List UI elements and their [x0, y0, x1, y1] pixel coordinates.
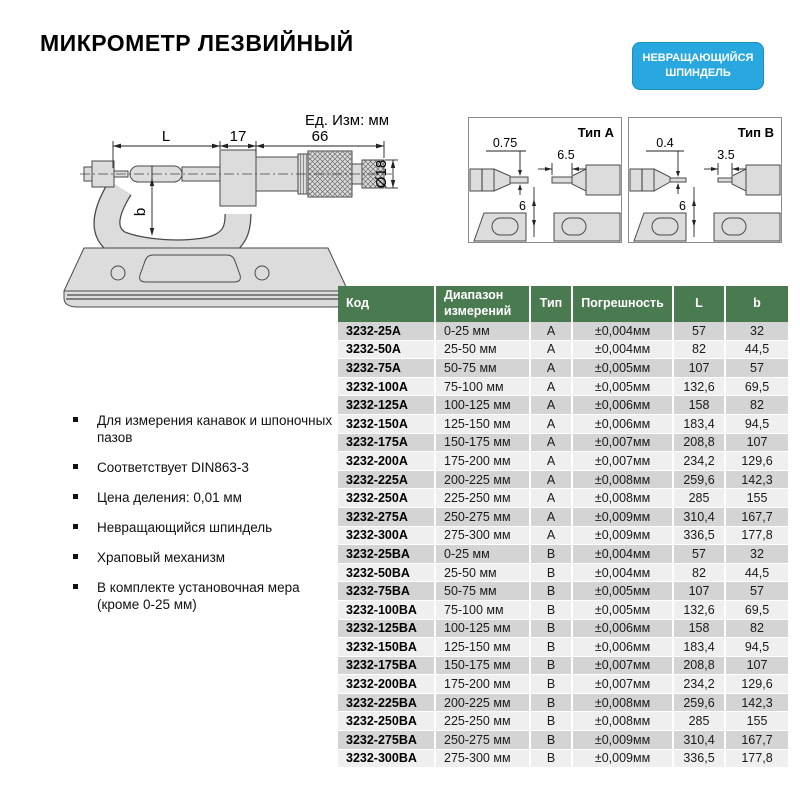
spec-cell: A: [530, 507, 572, 526]
spec-cell: 275-300 мм: [435, 526, 530, 545]
badge-line2: ШПИНДЕЛЬ: [665, 67, 731, 79]
type-b-diagram: [628, 117, 782, 243]
spec-cell: 234,2: [673, 452, 725, 471]
spec-cell: 177,8: [725, 526, 788, 545]
spec-cell: 75-100 мм: [435, 377, 530, 396]
spec-cell: 50-75 мм: [435, 359, 530, 378]
dim-diameter-label: Ø18: [373, 159, 390, 189]
spec-cell: 336,5: [673, 749, 725, 768]
table-row: [338, 582, 788, 601]
table-row: [338, 693, 788, 712]
bullet-square-icon: [73, 554, 78, 559]
spec-cell: 183,4: [673, 414, 725, 433]
table-row: [338, 526, 788, 545]
spec-cell: ±0,007мм: [572, 433, 673, 452]
spec-cell: 285: [673, 489, 725, 508]
spec-cell: 285: [673, 712, 725, 731]
spec-cell: 250-275 мм: [435, 507, 530, 526]
spec-cell: ±0,004мм: [572, 545, 673, 564]
spec-cell: 125-150 мм: [435, 414, 530, 433]
spec-cell: 225-250 мм: [435, 489, 530, 508]
spec-cell: 125-150 мм: [435, 638, 530, 657]
code-cell: 3232-200BA: [338, 675, 435, 694]
code-cell: 3232-50A: [338, 340, 435, 359]
spec-cell: 50-75 мм: [435, 582, 530, 601]
spec-cell: A: [530, 433, 572, 452]
table-row: [338, 675, 788, 694]
spec-cell: ±0,006мм: [572, 414, 673, 433]
spec-cell: 25-50 мм: [435, 340, 530, 359]
feature-text: Храповый механизм: [97, 550, 226, 565]
spec-cell: 175-200 мм: [435, 675, 530, 694]
dim-17-label: 17: [229, 128, 247, 145]
spec-cell: B: [530, 749, 572, 768]
list-item: [72, 489, 340, 506]
bullet-square-icon: [73, 584, 78, 589]
table-row: [338, 322, 788, 340]
list-item: [72, 412, 340, 446]
spec-cell: 82: [673, 563, 725, 582]
spec-cell: B: [530, 582, 572, 601]
spec-cell: A: [530, 340, 572, 359]
spec-cell: 107: [725, 433, 788, 452]
spec-cell: 310,4: [673, 507, 725, 526]
spec-cell: 0-25 мм: [435, 322, 530, 340]
spindle-feature-badge: [632, 42, 764, 90]
code-cell: 3232-250A: [338, 489, 435, 508]
spec-cell: 177,8: [725, 749, 788, 768]
code-cell: 3232-75A: [338, 359, 435, 378]
spec-cell: ±0,008мм: [572, 489, 673, 508]
spec-cell: ±0,007мм: [572, 656, 673, 675]
spec-cell: 32: [725, 322, 788, 340]
type-b-thickness-label: 0.4: [656, 136, 674, 150]
col-header-type: Тип: [530, 286, 572, 322]
spec-cell: 44,5: [725, 563, 788, 582]
spec-cell: A: [530, 359, 572, 378]
spec-cell: A: [530, 414, 572, 433]
table-header-row: [338, 286, 788, 322]
code-cell: 3232-125A: [338, 396, 435, 415]
table-row: [338, 563, 788, 582]
table-row: [338, 749, 788, 768]
spec-cell: 275-300 мм: [435, 749, 530, 768]
spec-cell: 310,4: [673, 731, 725, 750]
table-row: [338, 359, 788, 378]
spec-cell: ±0,006мм: [572, 638, 673, 657]
spec-cell: 225-250 мм: [435, 712, 530, 731]
spec-cell: 158: [673, 396, 725, 415]
spec-cell: 57: [725, 359, 788, 378]
spec-cell: A: [530, 470, 572, 489]
spec-table: [338, 286, 788, 768]
spec-cell: 150-175 мм: [435, 433, 530, 452]
list-item: [72, 549, 340, 566]
table-row: [338, 396, 788, 415]
spec-cell: 0-25 мм: [435, 545, 530, 564]
list-item: [72, 459, 340, 476]
spec-cell: B: [530, 731, 572, 750]
spec-cell: ±0,005мм: [572, 377, 673, 396]
spec-cell: 150-175 мм: [435, 656, 530, 675]
spec-cell: B: [530, 675, 572, 694]
spec-cell: 132,6: [673, 600, 725, 619]
code-cell: 3232-300BA: [338, 749, 435, 768]
bullet-square-icon: [73, 464, 78, 469]
table-row: [338, 489, 788, 508]
spec-cell: 129,6: [725, 675, 788, 694]
spec-cell: ±0,005мм: [572, 582, 673, 601]
table-row: [338, 600, 788, 619]
spec-cell: 234,2: [673, 675, 725, 694]
spec-cell: 142,3: [725, 470, 788, 489]
feature-text: В комплекте установочная мера (кроме 0-25 мм): [97, 580, 300, 612]
spec-cell: ±0,009мм: [572, 731, 673, 750]
code-cell: 3232-250BA: [338, 712, 435, 731]
code-cell: 3232-175A: [338, 433, 435, 452]
table-row: [338, 433, 788, 452]
spec-cell: 200-225 мм: [435, 693, 530, 712]
spec-cell: B: [530, 545, 572, 564]
table-row: [338, 377, 788, 396]
spec-cell: 82: [673, 340, 725, 359]
spec-cell: ±0,007мм: [572, 675, 673, 694]
spec-cell: 175-200 мм: [435, 452, 530, 471]
table-row: [338, 638, 788, 657]
spec-cell: 32: [725, 545, 788, 564]
spec-cell: 82: [725, 396, 788, 415]
table-row: [338, 619, 788, 638]
spec-cell: 107: [673, 359, 725, 378]
code-cell: 3232-25A: [338, 322, 435, 340]
spec-cell: B: [530, 619, 572, 638]
col-header-L: L: [673, 286, 725, 322]
feature-list: [72, 412, 340, 626]
type-b-height-label: 6: [679, 199, 686, 213]
table-row: [338, 712, 788, 731]
spec-cell: 75-100 мм: [435, 600, 530, 619]
spec-cell: ±0,008мм: [572, 693, 673, 712]
feature-text: Невращающийся шпиндель: [97, 520, 273, 535]
spec-cell: B: [530, 638, 572, 657]
spec-cell: 142,3: [725, 693, 788, 712]
spec-cell: 69,5: [725, 377, 788, 396]
spec-cell: A: [530, 396, 572, 415]
table-row: [338, 470, 788, 489]
table-row: [338, 452, 788, 471]
spec-cell: A: [530, 322, 572, 340]
spec-cell: ±0,008мм: [572, 712, 673, 731]
type-b-length-label: 3.5: [717, 148, 735, 162]
bullet-square-icon: [73, 494, 78, 499]
list-item: [72, 519, 340, 536]
spec-cell: 167,7: [725, 507, 788, 526]
spec-cell: 100-125 мм: [435, 619, 530, 638]
spec-cell: 57: [673, 322, 725, 340]
type-a-height-label: 6: [519, 199, 526, 213]
type-a-thickness-label: 0.75: [492, 136, 518, 150]
spec-cell: 200-225 мм: [435, 470, 530, 489]
type-a-length-label: 6.5: [557, 148, 575, 162]
micrometer-base: [64, 248, 348, 307]
spec-cell: ±0,008мм: [572, 470, 673, 489]
spec-cell: ±0,005мм: [572, 359, 673, 378]
code-cell: 3232-275A: [338, 507, 435, 526]
spec-cell: 155: [725, 712, 788, 731]
spec-cell: 107: [673, 582, 725, 601]
spec-cell: ±0,006мм: [572, 396, 673, 415]
micrometer-frame: [107, 188, 238, 253]
code-cell: 3232-175BA: [338, 656, 435, 675]
spec-cell: 69,5: [725, 600, 788, 619]
spec-cell: 158: [673, 619, 725, 638]
dim-66-label: 66: [311, 128, 329, 145]
code-cell: 3232-150BA: [338, 638, 435, 657]
spec-cell: 259,6: [673, 470, 725, 489]
spec-cell: 94,5: [725, 414, 788, 433]
code-cell: 3232-150A: [338, 414, 435, 433]
spec-cell: 107: [725, 656, 788, 675]
code-cell: 3232-300A: [338, 526, 435, 545]
spec-cell: ±0,007мм: [572, 452, 673, 471]
spec-cell: 208,8: [673, 656, 725, 675]
spec-cell: B: [530, 656, 572, 675]
table-row: [338, 414, 788, 433]
spec-cell: 129,6: [725, 452, 788, 471]
type-a-diagram: [468, 117, 622, 243]
spec-cell: ±0,009мм: [572, 749, 673, 768]
spec-cell: 167,7: [725, 731, 788, 750]
spec-cell: 208,8: [673, 433, 725, 452]
bullet-square-icon: [73, 524, 78, 529]
spec-cell: 183,4: [673, 638, 725, 657]
col-header-b: b: [725, 286, 788, 322]
spec-cell: 155: [725, 489, 788, 508]
spec-cell: 250-275 мм: [435, 731, 530, 750]
spec-cell: 57: [673, 545, 725, 564]
spec-cell: 57: [725, 582, 788, 601]
spec-cell: ±0,004мм: [572, 340, 673, 359]
spec-cell: ±0,009мм: [572, 507, 673, 526]
spec-cell: B: [530, 712, 572, 731]
code-cell: 3232-125BA: [338, 619, 435, 638]
feature-text: Для измерения канавок и шпоночных пазов: [97, 413, 333, 445]
spec-cell: B: [530, 693, 572, 712]
units-note: Ед. Изм: мм: [305, 112, 390, 129]
code-cell: 3232-225BA: [338, 693, 435, 712]
feature-text: Соответствует DIN863-3: [97, 460, 249, 475]
code-cell: 3232-275BA: [338, 731, 435, 750]
code-cell: 3232-25BA: [338, 545, 435, 564]
code-cell: 3232-100A: [338, 377, 435, 396]
code-cell: 3232-225A: [338, 470, 435, 489]
type-b-label: Тип B: [737, 125, 774, 140]
dim-b-label: b: [132, 207, 149, 217]
code-cell: 3232-100BA: [338, 600, 435, 619]
spec-cell: 94,5: [725, 638, 788, 657]
code-cell: 3232-200A: [338, 452, 435, 471]
table-row: [338, 731, 788, 750]
bullet-square-icon: [73, 417, 78, 422]
code-cell: 3232-75BA: [338, 582, 435, 601]
page-title: МИКРОМЕТР ЛЕЗВИЙНЫЙ: [40, 30, 354, 56]
spec-cell: ±0,006мм: [572, 619, 673, 638]
code-cell: 3232-50BA: [338, 563, 435, 582]
type-a-label: Тип A: [577, 125, 614, 140]
badge-line1: НЕВРАЩАЮЩИЙСЯ: [642, 52, 754, 65]
spec-cell: 132,6: [673, 377, 725, 396]
spec-cell: A: [530, 526, 572, 545]
col-header-range: Диапазон измерений: [435, 286, 530, 322]
spec-cell: B: [530, 600, 572, 619]
spec-cell: A: [530, 452, 572, 471]
spec-cell: ±0,004мм: [572, 322, 673, 340]
list-item: [72, 579, 340, 613]
col-header-code: Код: [338, 286, 435, 322]
spec-cell: 82: [725, 619, 788, 638]
spec-table-body: [338, 322, 788, 768]
spec-cell: 259,6: [673, 693, 725, 712]
spec-cell: B: [530, 563, 572, 582]
table-row: [338, 340, 788, 359]
table-row: [338, 507, 788, 526]
spec-cell: ±0,005мм: [572, 600, 673, 619]
spec-cell: ±0,004мм: [572, 563, 673, 582]
spec-cell: ±0,009мм: [572, 526, 673, 545]
spec-cell: A: [530, 489, 572, 508]
table-row: [338, 656, 788, 675]
spec-cell: 100-125 мм: [435, 396, 530, 415]
table-row: [338, 545, 788, 564]
col-header-accuracy: Погрешность: [572, 286, 673, 322]
spec-cell: 336,5: [673, 526, 725, 545]
feature-text: Цена деления: 0,01 мм: [97, 490, 242, 505]
spec-cell: 25-50 мм: [435, 563, 530, 582]
dim-L-label: L: [161, 128, 171, 145]
spec-cell: 44,5: [725, 340, 788, 359]
spec-cell: A: [530, 377, 572, 396]
